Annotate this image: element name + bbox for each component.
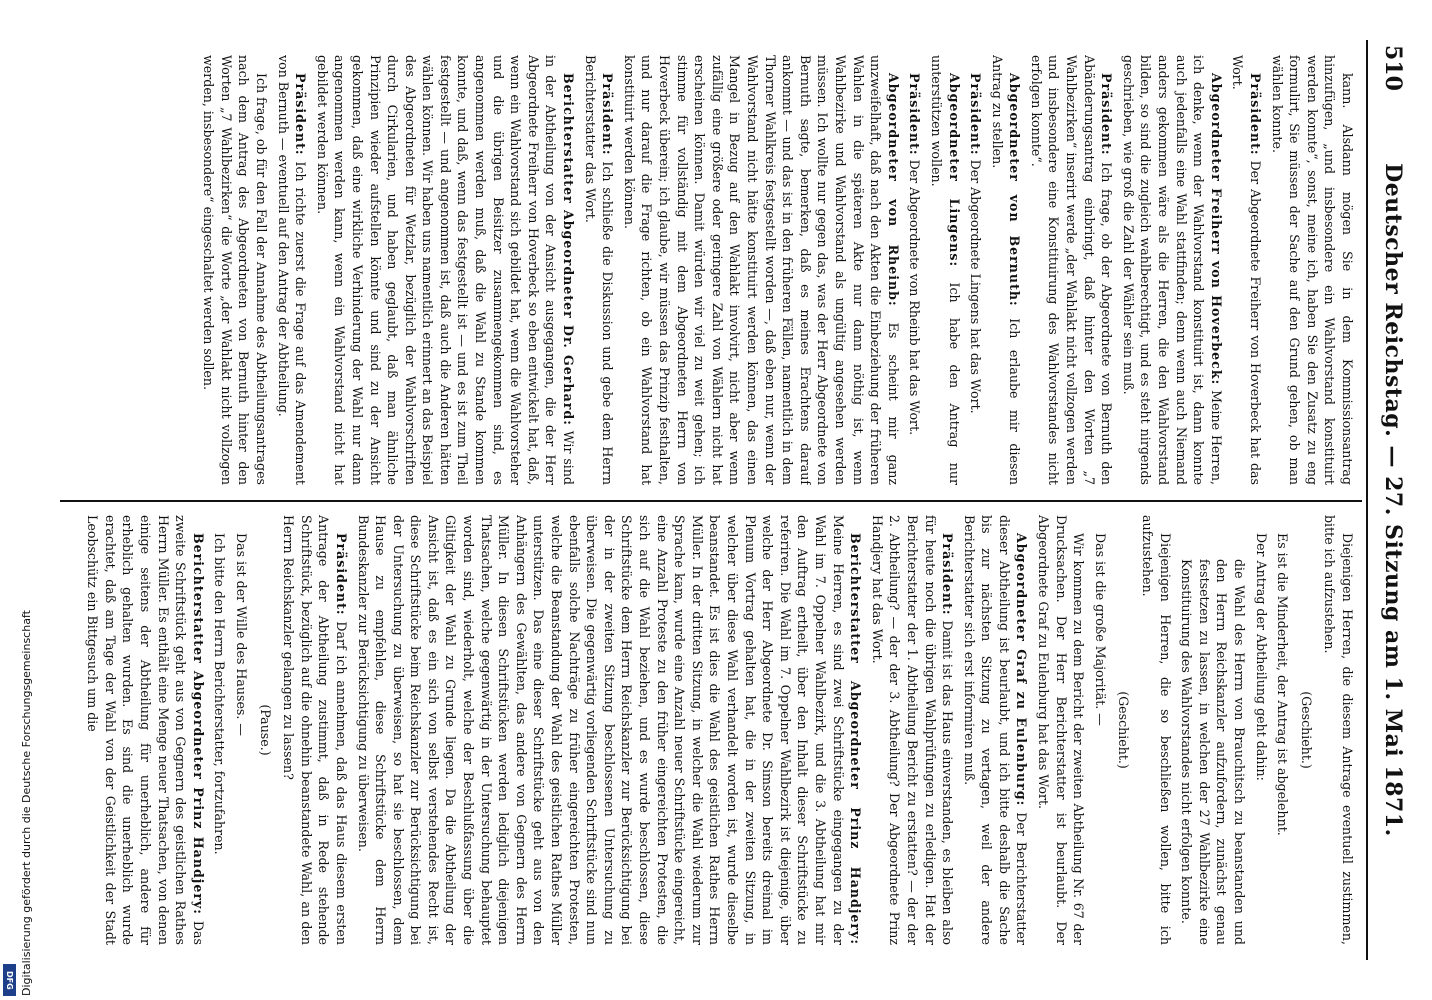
paragraph-text: Ich richte zuerst die Frage auf das Amendement von Bernuth — eventuell auf den Antrag der Abtheilung. (275, 55, 309, 485)
paragraph-text: Diejenigen Herren, die so beschließen wollen, bitte ich aufzustehen. (1140, 515, 1173, 945)
paragraph-text: Der Abgeordnete Freiherr von Hoverbeck hat das Wort. (1230, 55, 1264, 485)
paragraph (581, 55, 616, 485)
paragraph-text: (Geschieht.) (1116, 691, 1132, 769)
speaker-name: Berichterstatter Abgeordneter Prinz Handjery: (190, 533, 206, 915)
paragraph-text: Ich habe den Antrag nur unterstützen wollen. (928, 55, 962, 485)
speaker-name: Präsident: (1248, 73, 1264, 156)
speaker-name: Präsident: (333, 533, 349, 616)
speaker-name: Abgeordneter Graf zu Eulenburg: (1014, 533, 1030, 807)
paragraph (1321, 515, 1356, 945)
paragraph (1229, 55, 1264, 485)
paragraph-text: Damit ist das Haus einverstanden, es bleiben also für heute noch die übrigen Wahlprüfungen zu erledigen. Hat der Berichterstatter der 1. Abtheilung Bericht zu erstatten? — der der 2. Abtheilung? — der der 3. Abtheilung? Der Abgeordnete Prinz Handjery hat das Wort. (869, 515, 956, 945)
paragraph-text: (Pause.) (257, 704, 273, 756)
paragraph (354, 515, 864, 945)
speaker-name: Abgeordneter Freiherr von Hoverbeck: (1208, 73, 1224, 386)
speaker-name: Präsident: (907, 73, 923, 156)
speaker-name: Präsident: (600, 73, 616, 156)
paragraph-text: Der Berichterstatter dieser Abtheilung ist beurlaubt, und ich bitte deshalb die Sache bis zur nächsten Sitzung zu vertagen, weil der andere Berichterstatter sich erst informiren muß. (961, 515, 1030, 945)
page-number: 510 (1380, 45, 1406, 91)
paragraph (1035, 515, 1088, 945)
paragraph (1297, 515, 1315, 945)
page-title: Deutscher Reichstag. — 27. Sitzung am 1. Mai 1871. (1380, 163, 1406, 837)
paragraph (1274, 515, 1292, 945)
paragraph-text: Diejenigen Herren, die diesem Antrage eventuell zustimmen, bitte ich aufzustehen. (1322, 515, 1355, 945)
header-rule (1366, 40, 1368, 960)
paragraph-text: Wir sind in der Abtheilung von der Ansicht ausgegangen, die der Herr Abgeordnete Freiherr von Hoverbeck so eben entwickelt hat, daß, wenn ein Wahlvorstand sich gebildet hat, wenn die Wahlvorsteher und die übrigen Beisitzer zusammengekommen sind, es angenommen werden muß, daß die Wahl zu Stande kommen konnte, und daß, wenn das festgestellt ist — und es ist zum Theil festgestellt — und angenommen ist, daß auch die Anderen hätten wählen können. Wir haben uns namentlich erinnert an das Beispiel des Abgeordneten für Wetzlar, bezüglich der Wahlvorschriften durch Cirkularien, und haben geglaubt, daß man ähnliche Prinzipien wieder aufstellen könnte und sind zu der Ansicht gekommen, daß eine wirkliche Verhinderung der Wahl nur dann angenommen werden kann, wenn ein Wahlvorstand nicht hat gebildet werden können. (314, 55, 577, 485)
speaker-name: Abgeordneter Lingens: (946, 73, 962, 268)
left-column (70, 55, 1356, 485)
column-divider (60, 500, 1362, 502)
paragraph-text: Das ist der Wille des Hauses. — (233, 533, 249, 736)
paragraph (84, 515, 207, 945)
paragraph (1138, 515, 1173, 945)
paragraph-text: die Wahl des Herrn von Brauchitsch zu beanstanden und den Herrn Reichskanzler aufzufordern, zunächst genau festsetzen zu lassen, in welchen der 27 Wahlbezirke eine Konstituirung des Wahlvorstandes nicht erfolgen konnte. (1179, 559, 1248, 945)
speaker-name: Abgeordneter von Bernuth: (1007, 73, 1023, 307)
paragraph-text: Der Antrag der Abtheilung geht dahin: (1253, 533, 1269, 781)
paragraph-text: Ich bitte den Herrn Berichterstatter, fortzufahren. (212, 533, 228, 855)
paragraph-text: Meine Herren, es sind zwei Schriftstücke eingegangen zu der Wahl im 7. Oppelner Wahlbezirk, und die 3. Abtheilung hat mir den Auftrag ertheilt, über den Inhalt dieser Schriftstücke zu referiren. Die Wahl im 7. Oppelner Wahlbezirk ist diejenige, über welche der Herr Abgeordnete Dr. Simson bereits dreimal im Plenum Vortrag gehalten hat, die in der zweiten Sitzung, in welcher über diese Wahl verhandelt worden ist, wurde dieselbe beanstandet. Es ist dies die Wahl des geistlichen Rathes Herrn Müller. In der dritten Sitzung, in welcher die Wahl wiederum zur Sprache kam, wurde eine Anzahl neuer Schriftstücke eingereicht, eine Anzahl Proteste zu den früher eingereichten Protesten, die sich auf die Wahl beziehen, und es wurde beschlossen, diese Schriftstücke dem Herrn Reichskanzler zur Berücksichtigung bei der in der zweiten Sitzung beschlossenen Untersuchung zu überweisen. Die gegenwärtig vorliegenden Schriftstücke sind nun ebenfalls solche Nachträge zu früher eingereichten Protesten, welche die Beanstandung der Wahl des geistlichen Rathes Müller unterstützen. Das eine dieser Schriftstücke geht aus von den Anhängern des Gewählten, das andere von Gegnern des Herrn Müller. In diesen Schriftstücken werden lediglich diejenigen Thatsachen, welche gegenwärtig in der Untersuchung behauptet worden sind, wiederholt, welche der Beschlußfassung über die Giltigkeit der Wahl zu Grunde liegen. Da die Abtheilung der Ansicht ist, daß es ein sich von selbst verstehendes Recht ist, diese Schriftstücke beim Reichskanzler zur Berücksichtigung bei der Untersuchung zu überweisen, so hat sie beschlossen, dem Hause zu empfehlen, diese Schriftstücke dem Herrn Bundeskanzler zur Berücksichtigung zu überweisen. (355, 515, 846, 945)
paragraph (967, 55, 985, 485)
paragraph (1091, 515, 1109, 945)
dfg-logo: DFG (3, 964, 16, 996)
paragraph-text: kann. Alsdann mögen Sie in dem Kommissionsantrag hinzufügen, „und insbesondere ein Wahlvorstand konstituirt werden konnte“, sonst, meine ich, haben Sie den Zusatz zu eng formulirt, Sie müssen der Sache auf den Grund gehen, ob man wählen konnte. (1269, 55, 1355, 485)
paragraph (280, 515, 350, 945)
digitization-footer (0, 0, 40, 1000)
speaker-name: Präsident: (968, 73, 984, 156)
paragraph (868, 515, 956, 945)
paragraph-text: Es scheint mir ganz unzweifelhaft, daß nach den Akten die Einbeziehung der früheren Wahlen in die späteren Akte nur dann nöthig ist, wenn Wahlbezirke und Wahlvorstand als ungültig angesehen werden müssen. Ich wollte nur gegen das, was der Herr Abgeordnete von Bernuth sagte, bemerken, daß es meines Erachtens darauf ankommt — und das ist in den früheren Fällen, namentlich in dem Thorner Wahlkreis festgestellt worden —, daß eben nur, wenn der Wahlvorstand nicht hätte konstituirt werden können, das einen Mangel in Bezug auf den Wahlakt involvirt, nicht aber wenn zufällig eine größere oder geringere Zahl von Wählern nicht hat erscheinen können. Damit würden wir viel zu weit gehen; ich stimme für vollständig mit dem Abgeordneten Herrn von Hoverbeck überein; ich glaube, wir müssen das Prinzip festhalten, und nur darauf die Frage richten, ob ein Wahlvorstand hat konstituirt werden können. (621, 55, 901, 485)
paragraph (200, 55, 270, 485)
paragraph (1252, 515, 1270, 945)
paragraph (211, 515, 229, 945)
paragraph-text: Darf ich annehmen, daß das Haus diesem ersten Antrage der Abtheilung zustimmt, daß in Rede stehende Schriftstück, bezüglich auf die ohnehin beanstandete Wahl, an den Herrn Reichskanzler gelangen zu lassen? (281, 515, 349, 945)
paragraph (256, 515, 274, 945)
paragraph (927, 55, 962, 485)
paragraph-text: Meine Herren, ich denke, wenn der Wahlvorstand konstituirt ist, dann konnte auch jedenfalls eine Wahl stattfinden; denn wenn auch Niemand anders gekommen wäre als die Herren, die den Wahlvorstand bilden, so sind die zugleich wahlberechtigt, und es steht nirgends geschrieben, wie groß die Zahl der Wähler sein muß. (1120, 55, 1224, 485)
paragraph (1178, 515, 1248, 945)
speaker-name: Präsident: (1099, 73, 1115, 156)
speaker-name: Präsident: (940, 533, 956, 616)
right-column (70, 515, 1356, 945)
paragraph (1115, 515, 1133, 945)
speaker-name: Berichterstatter Abgeordneter Prinz Handjery: (848, 533, 864, 945)
paragraph-text: Das ist die große Majorität. — (1092, 533, 1108, 726)
paragraph (232, 515, 250, 945)
paragraph (988, 55, 1023, 485)
speaker-name: Berichterstatter Abgeordneter Dr. Gerhard: (561, 73, 577, 426)
paragraph (620, 55, 902, 485)
paragraph (1268, 55, 1356, 485)
paragraph-text: Wir kommen zu dem Bericht der zweiten Abtheilung Nr. 67 der Drucksachen. Der Herr Berichterstatter ist beurlaubt. Der Abgeordnete Graf zu Eulenburg hat das Wort. (1036, 515, 1087, 945)
paragraph (906, 55, 924, 485)
paragraph-text: Der Abgeordnete von Rheinb hat das Wort. (907, 159, 923, 436)
page-header (1372, 45, 1412, 955)
paragraph (274, 55, 309, 485)
speaker-name: Präsident: (293, 73, 309, 156)
paragraph-text: Ich frage, ob für den Fall der Annahme des Abtheilungsantrages nach dem Antrag des Abgeordneten von Bernuth hinter den Worten „7 Wahlbezirken“ die Worte „der Wahlakt nicht vollzogen werden, insbesondere“ eingeschaltet werden sollen. (201, 55, 269, 485)
paragraph-text: Ich erlaube mir diesen Antrag zu stellen. (989, 55, 1023, 485)
paragraph (1119, 55, 1225, 485)
paragraph (1027, 55, 1115, 485)
paragraph-text: Ich schließe die Diskussion und gebe dem Herrn Berichterstatter das Wort. (582, 55, 616, 485)
paragraph (960, 515, 1030, 945)
paragraph-text: Das zweite Schriftstück geht aus von Gegnern des geistlichen Rathes Herrn Müller. Es enthält eine Menge neuer Thatsachen, von denen einige seitens der Abtheilung für unerheblich, andere für erheblich gehalten wurden. Es sind die unerheblich wurde erachtet, daß am Tage der Wahl von der Geistlichkeit der Stadt Leobschütz ein Bittgesuch um die (85, 515, 206, 945)
footer-credit: Digitalisierung gefördert durch die Deutsche Forschungsgemeinschaft (20, 610, 33, 996)
paragraph-text: (Geschieht.) (1298, 691, 1314, 769)
paragraph-text: Der Abgeordnete Lingens hat das Wort. (968, 159, 984, 414)
speaker-name: Abgeordneter von Rheinb: (885, 73, 901, 307)
paragraph-text: Ich frage, ob der Abgeordnete von Bernuth den Abänderungsantrag einbringt, daß hinter den Worten „7 Wahlbezirken“ inserirt werde „der Wahlakt nicht vollzogen werden und insbesondere eine Konstituirung des Wahlvorstandes nicht erfolgen konnte“. (1028, 55, 1115, 485)
paragraph-text: Es ist die Minderheit, der Antrag ist abgelehnt. (1275, 533, 1291, 836)
paragraph (313, 55, 577, 485)
